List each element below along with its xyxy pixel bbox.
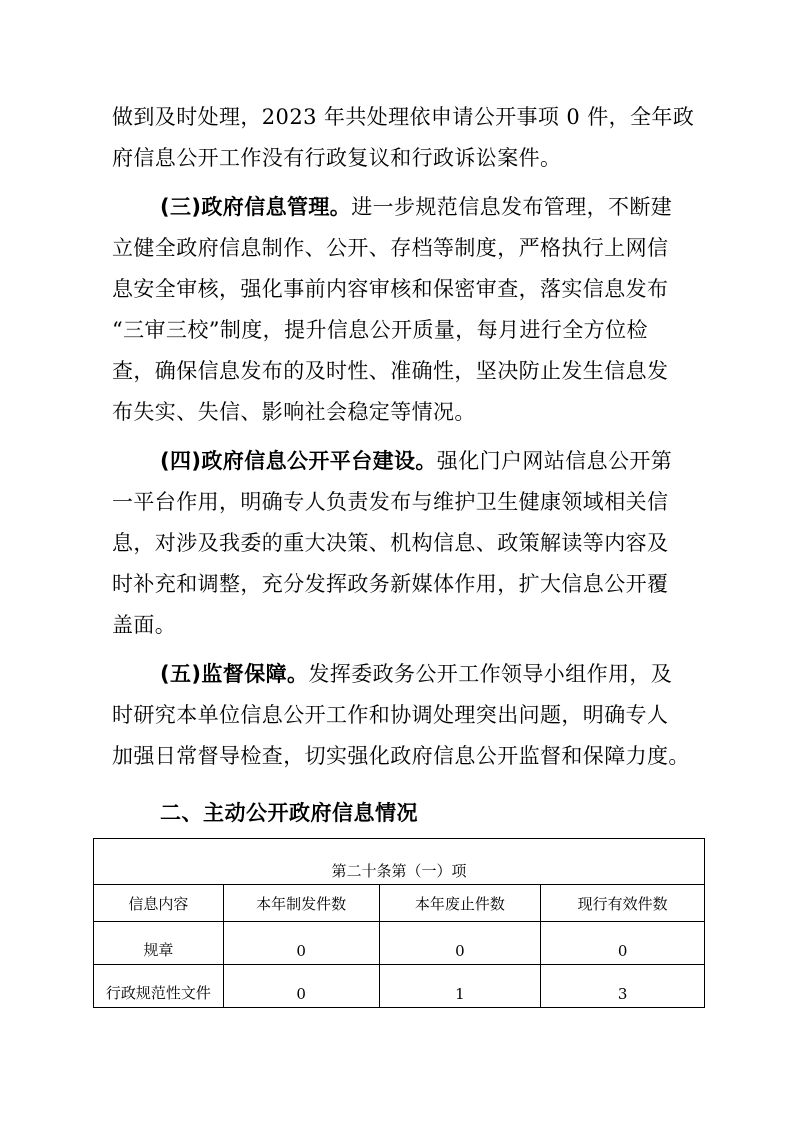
table-header-cell: 信息内容	[94, 885, 224, 922]
table-caption: 第二十条第（一）项	[94, 839, 705, 885]
table-row	[94, 965, 705, 1008]
body-line: 一平台作用，明确专人负责发布与维护卫生健康领域相关信	[112, 490, 669, 514]
table-cell: 0	[223, 965, 379, 1008]
table-header-cell: 本年制发件数	[223, 885, 379, 922]
table-row	[94, 922, 705, 965]
table-cell: 0	[541, 922, 705, 965]
paragraph-first-line	[160, 659, 672, 689]
body-line: 息，对涉及我委的重大决策、机构信息、政策解读等内容及	[112, 531, 669, 555]
table-header-row	[94, 885, 705, 922]
body-line: 盖面。	[112, 613, 177, 637]
paragraph-title: (四)政府信息公开平台建设。	[160, 449, 437, 473]
table-header-cell: 现行有效件数	[541, 885, 705, 922]
table-cell: 规章	[94, 922, 224, 965]
body-line: 查，确保信息发布的及时性、准确性，坚决防止发生信息发	[112, 359, 669, 383]
body-line: “三审三校”制度，提升信息公开质量，每月进行全方位检	[112, 318, 648, 342]
body-line: 府信息公开工作没有行政复议和行政诉讼案件。	[112, 146, 562, 170]
body-line: 时补充和调整，充分发挥政务新媒体作用，扩大信息公开覆	[112, 572, 669, 596]
body-line: 立健全政府信息制作、公开、存档等制度，严格执行上网信	[112, 236, 669, 260]
table-cell: 0	[379, 922, 541, 965]
table-cell: 1	[379, 965, 541, 1008]
paragraph-first-line	[160, 192, 672, 222]
body-line: 时研究本单位信息公开工作和协调处理突出问题，明确专人	[112, 703, 669, 727]
paragraph-title: (三)政府信息管理。	[160, 195, 352, 219]
paragraph-title: (五)监督保障。	[160, 662, 309, 686]
paragraph-first-line	[160, 446, 672, 476]
paragraph-text: 进一步规范信息发布管理，不断建	[351, 195, 673, 219]
paragraph-text: 强化门户网站信息公开第	[436, 449, 673, 473]
paragraph-text: 发挥委政务公开工作领导小组作用，及	[308, 662, 673, 686]
table-header-cell: 本年废止件数	[379, 885, 541, 922]
table-cell: 0	[223, 922, 379, 965]
info-table	[93, 838, 705, 1008]
section-heading: 二、主动公开政府信息情况	[160, 801, 418, 825]
body-line: 布失实、失信、影响社会稳定等情况。	[112, 400, 476, 424]
body-line: 息安全审核，强化事前内容审核和保密审查，落实信息发布	[112, 277, 669, 301]
body-line: 加强日常督导检查，切实强化政府信息公开监督和保障力度。	[112, 744, 690, 768]
body-line: 做到及时处理，2023 年共处理依申请公开事项 0 件，全年政	[112, 105, 695, 129]
table-cell: 3	[541, 965, 705, 1008]
table-cell: 行政规范性文件	[94, 965, 224, 1008]
